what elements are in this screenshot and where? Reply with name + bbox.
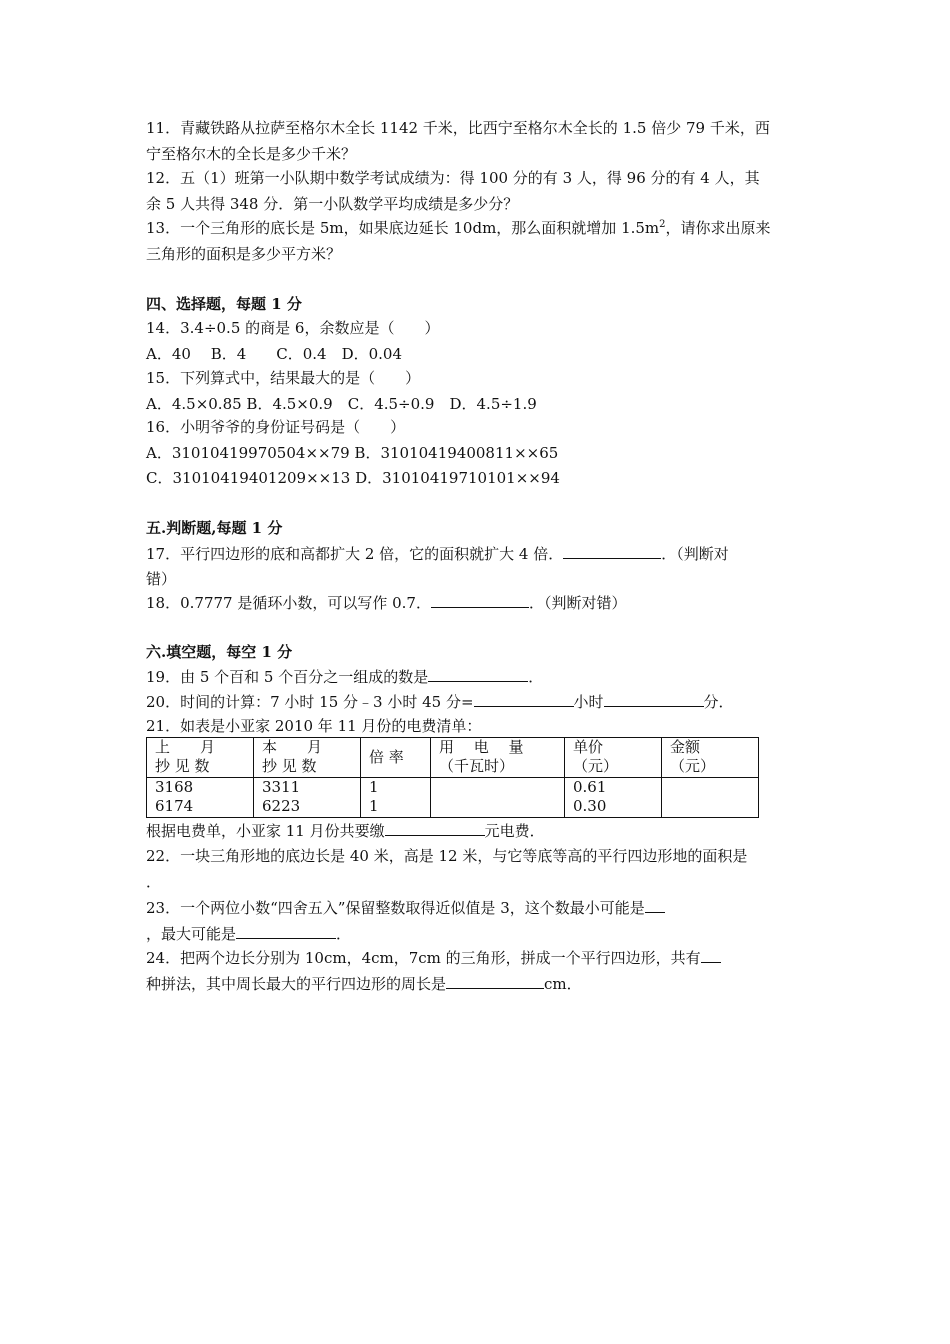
q24-text-2a: 种拼法，其中周长最大的平行四边形的周长是 bbox=[146, 974, 447, 993]
q12-line1: 12．五（1）班第一小队期中数学考试成绩为：得 100 分的有 3 人，得 96 分的有 4 人，其 bbox=[146, 169, 760, 187]
q12-line2: 余 5 人共得 348 分．第一小队数学平均成绩是多少分？ bbox=[146, 194, 519, 213]
q24-count-blank[interactable] bbox=[701, 945, 721, 963]
q20-minutes-blank[interactable] bbox=[604, 689, 704, 707]
question-24 bbox=[146, 945, 816, 996]
question-18 bbox=[146, 590, 816, 616]
q21-text-a: 根据电费单，小亚家 11 月份共要缴 bbox=[146, 822, 385, 840]
q20-hours-blank[interactable] bbox=[474, 689, 574, 707]
q14-stem: 14．3.4÷0.5 的商是 6，余数应是（ ） bbox=[146, 319, 440, 337]
q13-text-a: 13．一个三角形的底长是 5m，如果底边延长 10dm，那么面积就增加 1.5m bbox=[146, 219, 660, 237]
q13-line2: 三角形的面积是多少平方米？ bbox=[146, 244, 342, 263]
q23-max-blank[interactable] bbox=[236, 921, 336, 939]
q20-text-b: 小时 bbox=[573, 693, 604, 711]
q13-line1 bbox=[146, 216, 816, 242]
q17-line1 bbox=[146, 541, 816, 567]
question-17 bbox=[146, 541, 816, 592]
electricity-bill-table bbox=[146, 737, 759, 818]
q13-text-b: ，请你求出原来 bbox=[665, 219, 771, 237]
cell-this-month: 3311 6223 bbox=[254, 778, 361, 818]
section5-heading: 五.判断题,每题 1 分 bbox=[146, 519, 283, 537]
header-amount: 金额 （元） bbox=[662, 738, 759, 778]
cell-last-month: 3168 6174 bbox=[147, 778, 254, 818]
q22-line1: 22．一块三角形地的底边长是 40 米，高是 12 米，与它等底等高的平行四边形地的面积是 bbox=[146, 847, 748, 865]
q24-line2 bbox=[146, 971, 816, 997]
q23-text-1: 23．一个两位小数“四舍五入”保留整数取得近似值是 3，这个数最小可能是 bbox=[146, 899, 645, 917]
q14-options: A．40 B．4 C．0.4 D．0.04 bbox=[146, 344, 403, 363]
q19-text-b: ． bbox=[528, 668, 544, 686]
q24-text-1: 24．把两个边长分别为 10cm，4cm，7cm 的三角形，拼成一个平行四边形，共有 bbox=[146, 949, 701, 967]
q18-answer-blank[interactable] bbox=[431, 590, 529, 608]
q17-text-b: ．（判断对 bbox=[661, 545, 729, 563]
question-23 bbox=[146, 895, 816, 946]
table-body-row bbox=[147, 778, 759, 818]
section4-heading: 四、选择题，每题 1 分 bbox=[146, 295, 302, 313]
q21-text-b: 元电费． bbox=[484, 822, 545, 840]
q17-line2: 错） bbox=[146, 569, 177, 588]
q23-text-2a: ，最大可能是 bbox=[146, 924, 237, 943]
q23-text-2b: ． bbox=[336, 924, 352, 943]
header-last-month: 上 月 抄 见 数 bbox=[147, 738, 254, 778]
q24-perimeter-blank[interactable] bbox=[446, 971, 544, 989]
header-multiplier: 倍 率 bbox=[361, 738, 431, 778]
q24-text-2b: cm． bbox=[544, 974, 582, 993]
q19-line1 bbox=[146, 664, 816, 690]
question-16 bbox=[146, 415, 816, 492]
q21-total-blank[interactable] bbox=[385, 818, 485, 836]
q11-line2: 宁至格尔木的全长是多少千米？ bbox=[146, 144, 357, 163]
q23-line2 bbox=[146, 921, 816, 947]
cell-unit-price: 0.61 0.30 bbox=[565, 778, 662, 818]
q20-text-c: 分． bbox=[703, 693, 734, 711]
question-22 bbox=[146, 844, 816, 895]
q18-text-b: ．（判断对错） bbox=[528, 594, 627, 612]
header-usage: 用 电 量 （千瓦时） bbox=[431, 738, 565, 778]
question-12 bbox=[146, 166, 816, 217]
header-unit-price: 单价 （元） bbox=[565, 738, 662, 778]
question-20 bbox=[146, 689, 816, 715]
question-15 bbox=[146, 366, 816, 417]
q21-intro: 21．如表是小亚家 2010 年 11 月份的电费清单： bbox=[146, 717, 482, 735]
q23-line1 bbox=[146, 895, 816, 921]
q16-stem: 16．小明爷爷的身份证号码是（ ） bbox=[146, 418, 406, 436]
q17-text-a: 17．平行四边形的底和高都扩大 2 倍，它的面积就扩大 4 倍． bbox=[146, 545, 564, 563]
q11-line1: 11．青藏铁路从拉萨至格尔木全长 1142 千米，比西宁至格尔木全长的 1.5 倍少 79 千米，西 bbox=[146, 119, 770, 137]
q13-superscript: 2 bbox=[659, 219, 666, 230]
q24-line1 bbox=[146, 945, 816, 971]
question-14 bbox=[146, 316, 816, 367]
q21-after bbox=[146, 818, 816, 844]
header-this-month: 本 月 抄 见 数 bbox=[254, 738, 361, 778]
q19-text-a: 19．由 5 个百和 5 个百分之一组成的数是 bbox=[146, 668, 429, 686]
q20-text-a: 20．时间的计算：7 小时 15 分﹣3 小时 45 分= bbox=[146, 693, 474, 711]
question-13 bbox=[146, 216, 816, 267]
question-11 bbox=[146, 116, 816, 167]
q22-line2: ． bbox=[146, 872, 162, 891]
q18-text-a: 18．0.7777 是循环小数，可以写作 0.7． bbox=[146, 594, 431, 612]
cell-usage[interactable] bbox=[431, 778, 565, 818]
q15-stem: 15．下列算式中，结果最大的是（ ） bbox=[146, 369, 421, 387]
section6-heading: 六.填空题，每空 1 分 bbox=[146, 643, 293, 661]
q19-answer-blank[interactable] bbox=[428, 664, 528, 682]
question-19 bbox=[146, 664, 816, 690]
q18-line1 bbox=[146, 590, 816, 616]
q15-options: A．4.5×0.85 B．4.5×0.9 C．4.5÷0.9 D．4.5÷1.9 bbox=[146, 394, 537, 413]
q20-line1 bbox=[146, 689, 816, 715]
q17-answer-blank[interactable] bbox=[563, 541, 661, 559]
cell-multiplier: 1 1 bbox=[361, 778, 431, 818]
q23-min-blank[interactable] bbox=[645, 895, 665, 913]
q21-after-line bbox=[146, 818, 816, 844]
q16-options-1: A．31010419970504××79 B．31010419400811××65 bbox=[146, 443, 559, 462]
q16-options-2: C．31010419401209××13 D．31010419710101××94 bbox=[146, 469, 560, 487]
cell-amount[interactable] bbox=[662, 778, 759, 818]
table-header-row bbox=[147, 738, 759, 778]
